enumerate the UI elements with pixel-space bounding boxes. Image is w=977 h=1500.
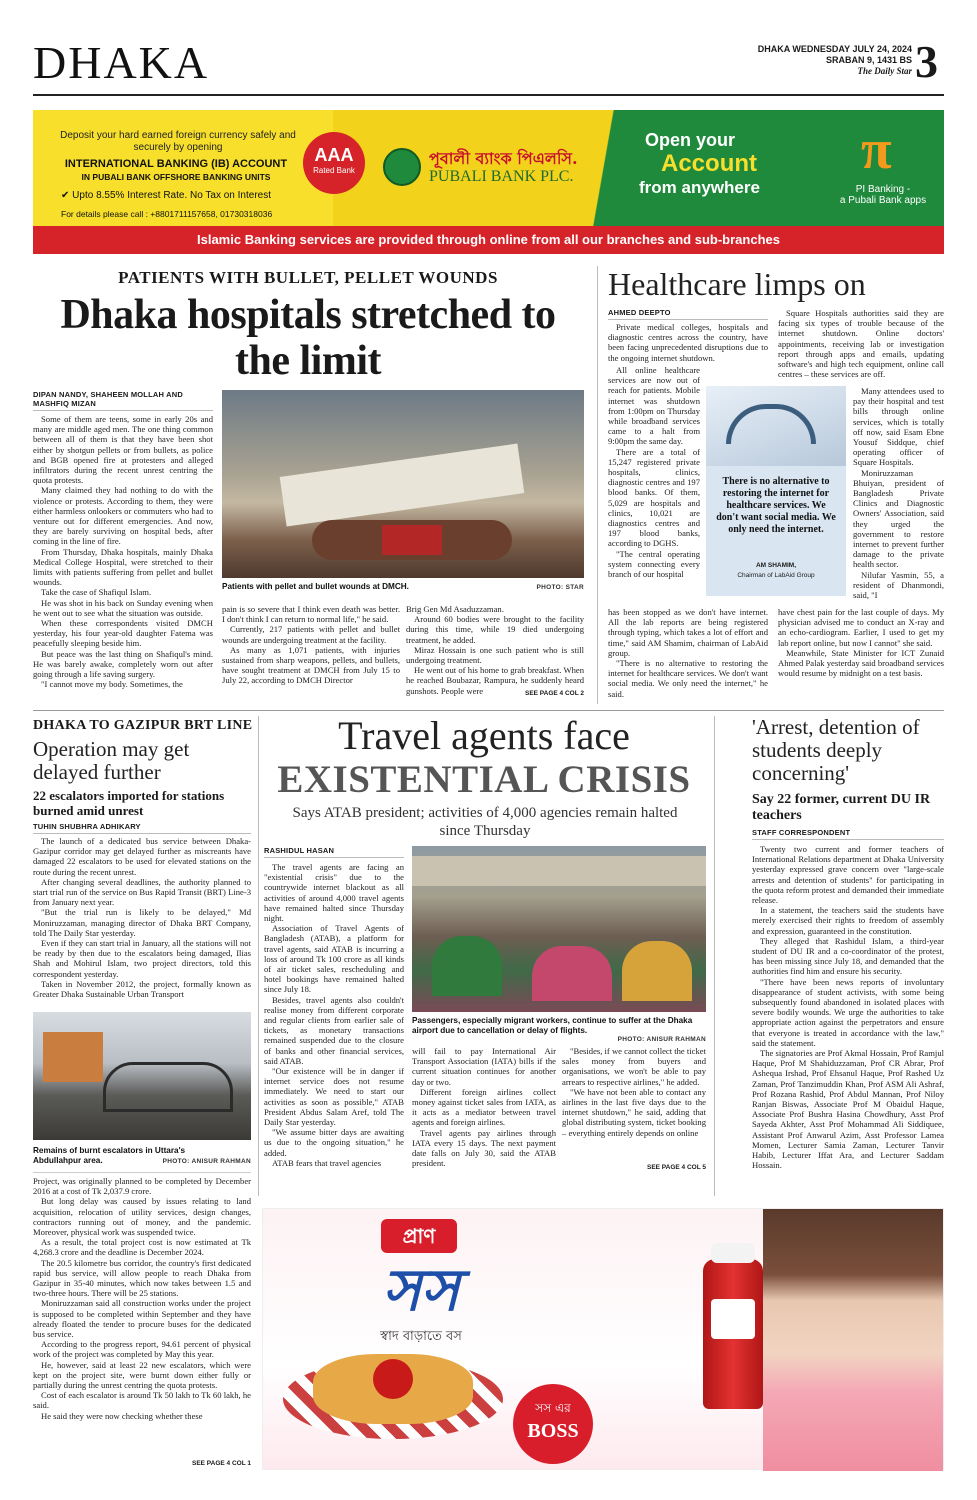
para: Brig Gen Md Asaduzzaman. xyxy=(406,604,504,614)
bottle-cap xyxy=(711,1243,755,1263)
boss-badge-top: সস এর xyxy=(535,1401,571,1415)
teachers-byline: STAFF CORRESPONDENT xyxy=(752,828,944,840)
healthcare-byline: AHMED DEEPTO xyxy=(608,308,768,320)
para: Many claimed they had nothing to do with the violence or protests. According to them, they were either harmless onlookers or commuters who had to venture out for different emergencies. And now, they are barely surviving on hospital beds, after coming in the line of fire. xyxy=(33,485,213,547)
pi-text xyxy=(823,184,943,206)
hospitals-col1 xyxy=(33,414,213,694)
photo-cloth xyxy=(382,525,442,555)
open-line2: Account xyxy=(661,150,757,177)
healthcare-col1-bottom xyxy=(608,607,768,702)
page-number: 3 xyxy=(915,36,938,87)
travel-col1 xyxy=(264,862,404,1172)
para: All online healthcare services are now out of reach for patients. Mobile internet was shutdown from 1:00pm on Thursday while broadband services came to a halt from 9:00pm the same day. xyxy=(608,365,700,447)
hospital-photo xyxy=(222,390,584,578)
travel-byline: RASHIDUL HASAN xyxy=(264,846,404,858)
airport-credit: PHOTO: ANISUR RAHMAN xyxy=(617,1036,706,1043)
para: Square Hospitals authorities said they are facing six types of trouble because of the internet shutdown. Online doctors' appointments, receiving lab or investigation report through apps and emails, updating software's and high tech equipment, online call centres – these services are off. xyxy=(778,308,944,380)
para: Taken in November 2012, the project, formally known as Greater Dhaka Sustainable Urban Transport xyxy=(33,978,251,1000)
travel-subhead: Says ATAB president; activities of 4,000 agencies remain halted since Thursday xyxy=(292,805,678,839)
photo-building xyxy=(43,1032,103,1082)
photo-crowd-1 xyxy=(432,936,502,996)
para: pain is so severe that I think even death was better. I don't think I can return to normal life," he said. xyxy=(222,604,400,625)
para: He was shot in his back on Sunday evening when he went out to see what the situation was outside. xyxy=(33,597,213,618)
para: Besides, travel agents also couldn't realise money from different corporate and regular clients from earlier sale of tickets, as monetary transactions remained suspended due to the closure of banks and other financial services, said ATAB. xyxy=(264,994,404,1066)
teachers-subhead: Say 22 former, current DU IR teachers xyxy=(752,792,931,823)
escalator-credit: PHOTO: ANISUR RAHMAN xyxy=(162,1158,251,1165)
quote-role: Chairman of LabAid Group xyxy=(737,572,815,579)
airport-caption: Passengers, especially migrant workers, continue to suffer at the Dhaka airport due to cancellation or delay of flights. xyxy=(412,1016,693,1035)
healthcare-col2-bottom xyxy=(778,607,944,702)
open-line3: from anywhere xyxy=(639,178,760,197)
travel-col3 xyxy=(562,1046,706,1164)
sauce-bottle xyxy=(703,1259,763,1409)
para: As a result, the total project cost is now estimated at Tk 4,268.3 crore and the deadline is December 2024. xyxy=(33,1237,251,1258)
teachers-headline: 'Arrest, detention of students deeply concerning' xyxy=(752,715,920,785)
hospital-photo-caption: Patients with pellet and bullet wounds at DMCH. xyxy=(222,582,409,591)
model-image xyxy=(763,1209,943,1471)
pi-icon: π xyxy=(861,119,892,181)
para: have chest pain for the last couple of days. My physician advised me to conduct an X-ray and an echo-cardiogram. Earlier, I used to get my lab report online, but now I cannot" she said. xyxy=(778,607,944,648)
para: In a statement, the teachers said the students have merely exercised their rights to freedom of assembly and expression, guaranteed in the constitution. xyxy=(752,905,944,936)
section-divider xyxy=(33,710,944,711)
para: Different foreign airlines collect money against ticket sales from IATA, as it acts as a mediator between travel agents and foreign airlines. xyxy=(412,1086,556,1128)
escalator-caption: Remains of burnt escalators in Uttara's Abdullahpur area. xyxy=(33,1146,186,1165)
ad-deposit-text: Deposit your hard earned foreign currency safely and securely by opening xyxy=(60,130,296,153)
para: has been stopped as we don't have internet. All the lab reports are being registered through typing, which takes a lot of effort and time," said AM Shamim, chairman of LabAid group. xyxy=(608,607,768,658)
bank-name: PUBALI BANK PLC. xyxy=(429,168,574,185)
aaa-text: AAA xyxy=(314,145,354,165)
para: But peace was the last thing on Shafiqul's mind. He was barely awake, completely worn out after going through a life saving surgery. xyxy=(33,648,213,680)
healthcare-col1-top xyxy=(608,322,768,363)
para: Moniruzzaman said all construction works under the project is supposed to be completed within September and they have already floated the tender to procure buses for the dedicated bus service. xyxy=(33,1298,251,1340)
para: "I cannot move my body. Sometimes, the xyxy=(41,679,183,690)
pran-ad[interactable] xyxy=(262,1208,944,1470)
para: Cost of each escalator is around Tk 50 lakh to Tk 60 lakh, he said. xyxy=(33,1390,251,1411)
islamic-banner: Islamic Banking services are provided through online from all our branches and sub-branches xyxy=(33,226,944,254)
para: From Thursday, Dhaka hospitals, mainly Dhaka Medical College Hospital, were stretched to their limits with patients suffering from pellet and bullet wounds. xyxy=(33,546,213,588)
aaa-sub: Rated Bank xyxy=(313,166,355,175)
bank-ad[interactable] xyxy=(33,110,944,254)
hospitals-see-page[interactable]: SEE PAGE 4 COL 2 xyxy=(524,690,584,697)
photo-crowd-2 xyxy=(532,946,612,1001)
para: "But the trial run is likely to be delayed," Md Moniruzzaman, managing director of Dhaka BRT Company, told The Daily Star yesterday. xyxy=(33,907,251,938)
column-divider xyxy=(597,266,598,704)
brt-headline: Operation may get delayed further xyxy=(33,737,190,784)
healthcare-headline: Healthcare limps on xyxy=(608,266,866,302)
bangla-date: SRABAN 9, 1431 BS xyxy=(825,55,912,65)
healthcare-col2-narrow xyxy=(853,386,944,606)
travel-headline-1: Travel agents face xyxy=(338,713,630,758)
escalator-photo xyxy=(33,1012,251,1140)
stethoscope-image xyxy=(706,386,846,466)
para: Association of Travel Agents of Bangladesh (ATAB), a platform for travel agents, said ATAB is incurring a loss of around Tk 100 crore as all kinds of air ticket sales, rescheduling and hotel bookings have remained halted since July 18. xyxy=(264,923,404,995)
para: The travel agents are facing an "existential crisis" due to the countrywide internet blackout as all activities of around 4,000 travel agents have remained halted since Thursday night. xyxy=(264,862,404,924)
para: The launch of a dedicated bus service between Dhaka-Gazipur corridor may get delayed further as miscreants have damaged 22 escalators to be used for elevated stations on the route during the recent unrest. xyxy=(33,836,251,877)
hospitals-col2 xyxy=(222,604,400,696)
para: Miraz Hossain is one such patient who is still undergoing treatment. xyxy=(406,644,584,666)
section-title: DHAKA xyxy=(33,37,210,88)
para: But long delay was caused by issues relating to land acquisition, relocation of utility services, design changes, contractors running out of money, and the pandemic. Moreover, physical work was suspended twice. xyxy=(33,1196,251,1238)
photo-escalator-frame xyxy=(103,1062,233,1112)
sauce-bowl xyxy=(373,1359,413,1399)
pi-text-1: PI Banking - xyxy=(855,184,911,195)
para: "There is no alternative to restoring the internet for healthcare services. We don't want social media. We only need the internet," he said. xyxy=(608,658,768,699)
pran-tagline: স্বাদ বাড়াতে বস xyxy=(380,1329,462,1344)
paper-name: The Daily Star xyxy=(857,66,912,76)
masthead-rule xyxy=(33,94,944,96)
para: Take the case of Shafiqul Islam. xyxy=(41,587,152,598)
boss-badge-main: BOSS xyxy=(527,1420,579,1442)
stethoscope-icon xyxy=(726,404,816,444)
ad-contact: For details please call : +8801711157658, 01730318036 xyxy=(61,209,273,219)
bottle-label xyxy=(711,1299,755,1339)
para: "There have been news reports of involuntary disappearance of student activists, with some being subsequently found abandoned in isolated places with severe bodily wounds. We urge the authorities to take appropriate action against the perpetrators and ensure that everyone is treated in accordance with the law," said the statement. xyxy=(752,976,944,1048)
photo-crowd-3 xyxy=(622,941,692,1001)
para: The 20.5 kilometre bus corridor, the country's first dedicated rapid bus service, will allow people to reach Dhaka from Gazipur in 35-40 minutes, which now takes between 1.5 and two-three hours. There will be 25 stations. xyxy=(33,1257,251,1299)
brt-see-page[interactable]: SEE PAGE 4 COL 1 xyxy=(191,1460,251,1467)
photo-roof xyxy=(412,856,706,886)
date-line: DHAKA WEDNESDAY JULY 24, 2024 xyxy=(757,44,912,54)
para: According to the progress report, 94.61 percent of physical work of the project was completed by May this year. xyxy=(33,1339,251,1360)
pubali-logo-icon xyxy=(383,148,421,186)
quote-author: AM SHAMIM, xyxy=(755,562,797,569)
para: Twenty two current and former teachers of International Relations department at Dhaka University yesterday expressed grave concern over "large-scale arrests and detention of students" for participating in the quota reform protest and demanded their immediate release. xyxy=(752,844,944,906)
para: Meanwhile, State Minister for ICT Zunaid Ahmed Palak yesterday said broadband services would resume by midnight on a test basis. xyxy=(778,647,944,679)
travel-col2 xyxy=(412,1046,556,1172)
para: When these correspondents visited DMCH yesterday, his four year-old daughter Fatema was peacefully sleeping beside him. xyxy=(33,618,213,649)
airport-photo xyxy=(412,846,706,1012)
para: "The central operating system connecting every branch of our hospital xyxy=(608,548,700,580)
brt-byline: TUHIN SHUBHRA ADHIKARY xyxy=(33,822,251,834)
para: Private medical colleges, hospitals and diagnostic centres across the country, have been facing unprecedented disruptions due to the ongoing internet shutdown. xyxy=(608,322,768,363)
pran-logo: প্রাণ xyxy=(381,1219,457,1253)
pran-product: সস xyxy=(382,1256,460,1324)
travel-see-page[interactable]: SEE PAGE 4 COL 5 xyxy=(646,1164,706,1171)
open-line1: Open your xyxy=(645,130,736,150)
healthcare-col1-narrow xyxy=(608,365,700,605)
travel-headline-2: EXISTENTIAL CRISIS xyxy=(277,758,691,801)
teachers-text xyxy=(752,844,944,1174)
para: "Besides, if we cannot collect the ticket sales money from buyers and organisations, we won't be able to pay arrears to respective airlines," he added. xyxy=(562,1046,706,1087)
brt-subhead: 22 escalators imported for stations burned amid unrest xyxy=(33,788,225,818)
para: Many attendees used to pay their hospital and test bills through online services, which is totally off now, said Esam Ebne Yousuf Siddque, chief operating officer of Square Hospitals. xyxy=(853,386,944,468)
bank-name-bangla: পূবালী ব্যাংক পিএলসি. xyxy=(429,149,578,168)
para: "Our existence will be in danger if internet service does not resume immediately. We need to start our activities as soon as possible," ATAB President Abdus Salam Aref, told The Daily Star yesterday. xyxy=(264,1066,404,1128)
ad-account-sub: IN PUBALI BANK OFFSHORE BANKING UNITS xyxy=(81,172,271,182)
para: The signatories are Prof Akmal Hossain, Prof Ramjul Haque, Prof M Shahiduzzaman, Prof CR Abrar, Prof Ashequa Irshad, Prof Ehsanul Haque, Prof Rashed Uz Zaman, Prof Tanzimuddin Khan, Prof ASM Ali Ashraf, Prof Rozana Rashid, Prof Abdul Mannan, Prof Niloy Ranjan Biswas, Associate Prof M Obaidul Haque, Associate Prof Bushra Hasina Chowdhury, Asst Prof Sayeda Akhter, Asst Prof Mohammad Ali Siddiquee, Assistant Prof Anwarul Azim, Asst Professor Lamea Momen, Lecturer Samia Zaman, Lecturer Tanvir Habib, Lecturer Iffat Ara, and Lecturer Saddam Hossain. xyxy=(752,1048,944,1171)
caption-rule xyxy=(33,1172,251,1173)
para: As many as 1,071 patients, with injuries sustained from sharp weapons, pellets, and bullets, have sought treatment at DMCH from July 15 to July 22, according to DMCH Director xyxy=(222,644,400,686)
para: They alleged that Rashidul Islam, a third-year student of DU IR and a co-coordinator of the protest, has been missing since July 18, and demanded that the authorities find him and ensure his security. xyxy=(752,935,944,977)
para: Currently, 217 patients with pellet and bullet wounds are undergoing treatment at the facility. xyxy=(222,624,400,645)
para: "We have not been able to contact any airlines in the last five days due to the internet shutdown," he said, adding that global distributing system, ticket booking – everything entirely depends on online xyxy=(562,1086,706,1138)
photo-bed xyxy=(280,444,525,527)
para: Nilufar Yasmin, 55, a resident of Dhanmondi, said, "I xyxy=(853,569,944,601)
para: Travel agents pay airlines through IATA every 15 days. The next payment date falls on July 30, said the ATAB president. xyxy=(412,1127,556,1169)
para: ATAB fears that travel agencies xyxy=(272,1157,382,1168)
ad-interest xyxy=(61,190,271,201)
para: Some of them are teens, some in early 20s and many are middle aged men. The one thing common between all of them is that they have been shot either by shotgun pellets or from bullets, as police and BGB opened fire at protesters and alleged infiltrators during the recent unrest centring the quota protests. xyxy=(33,414,213,486)
aaa-badge xyxy=(303,132,365,194)
para: "We assume bitter days are awaiting us due to the ongoing situation," he added. xyxy=(264,1127,404,1158)
brt-kicker: DHAKA TO GAZIPUR BRT LINE xyxy=(33,718,253,733)
para: Around 60 bodies were brought to the facility during this time, while 19 died undergoing treatment, he added. xyxy=(406,614,584,645)
para: He went out of his home to grab breakfast. When he reached Boubazar, Rampura, he suddenly heard gunshots. People were xyxy=(406,665,584,696)
date-block xyxy=(700,44,912,77)
para: Moniruzzaman Bhuiyan, president of Bangladesh Private Clinics and Diagnostic Owners' Association, said they urged the government to restore internet to prevent further damage to the private health sector. xyxy=(853,467,944,570)
check-icon: ✔ xyxy=(61,190,73,201)
brt-bottom-text xyxy=(33,1176,251,1456)
para: He said they were now checking whether these xyxy=(41,1410,203,1421)
para: He, however, said at least 22 new escalators, which were kept on the project site, were burnt down either fully or partially during the unrest centring the quota protests. xyxy=(33,1359,251,1391)
para: There are a total of 15,247 registered private hospitals, clinics, diagnostic centres and 197 blood banks. Of them, 5,029 are hospitals and clinics, 10,021 are diagnostics centres and 197 blood banks, according to DGHS. xyxy=(608,446,700,549)
ad-interest-text: Upto 8.55% Interest Rate. No Tax on Interest xyxy=(72,190,271,201)
quote-box xyxy=(706,386,846,596)
column-divider xyxy=(714,716,715,1196)
boss-badge xyxy=(513,1384,593,1464)
healthcare-col2-top xyxy=(778,308,944,379)
hospitals-headline: Dhaka hospitals stretched to the limit xyxy=(60,292,556,384)
hospitals-byline: DIPAN NANDY, SHAHEEN MOLLAH AND MASHFIQ MIZAN xyxy=(33,390,213,411)
brt-top-text xyxy=(33,836,251,1004)
para: Project, was originally planned to be completed by December 2016 at a cost of Tk 2,037.9 crore. xyxy=(33,1176,251,1197)
ad-diagonal xyxy=(573,110,653,226)
pi-text-2: a Pubali Bank apps xyxy=(839,195,927,206)
hospitals-kicker: PATIENTS WITH BULLET, PELLET WOUNDS xyxy=(118,268,498,287)
para: After changing several deadlines, the authority planned to start trial run of the service on Bus Rapid Transit (BRT) Line-3 from January next year. xyxy=(33,876,251,908)
para: Even if they can start trial in January, all the stations will not be ready by then due to the escalators being damaged, Ilias Shah and Mohirul Islam, two project directors, told this correspondent yesterday. xyxy=(33,938,251,979)
hospital-photo-credit: PHOTO: STAR xyxy=(536,584,584,591)
quote-text: There is no alternative to restoring the internet for healthcare services. We don't want social media. We only need the internet. xyxy=(716,476,836,535)
ad-account-title: INTERNATIONAL BANKING (IB) ACCOUNT xyxy=(64,158,288,170)
column-divider xyxy=(258,716,259,1196)
para: will fail to pay International Air Transport Association (IATA) bills if the current situation continues for another day or two. xyxy=(412,1046,556,1087)
